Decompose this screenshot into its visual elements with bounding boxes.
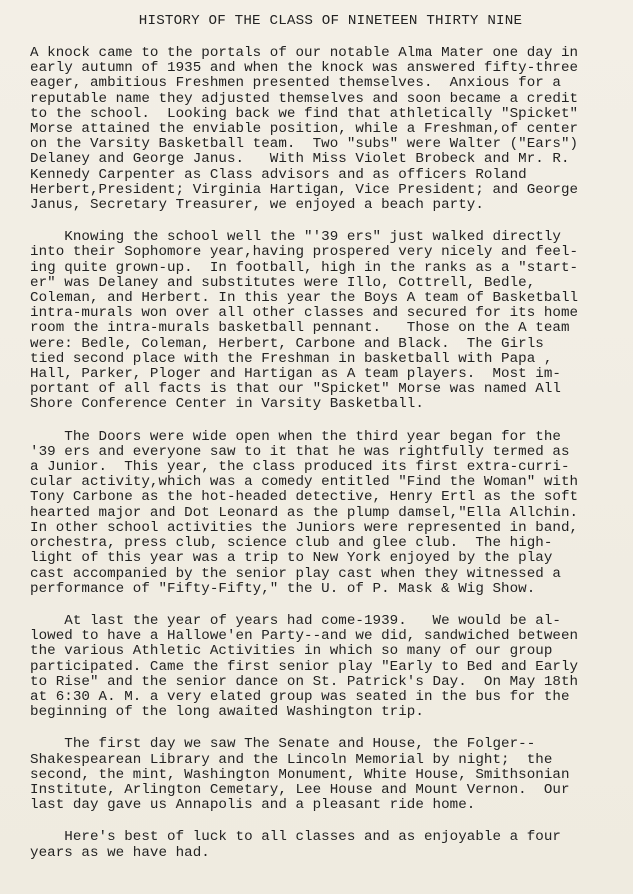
text-line: last day gave us Annapolis and a pleasant ride home. [30,797,476,814]
text-line: on the Varsity Basketball team. Two "subs" were Walter ("Ears") [30,136,579,153]
paragraph-gap [30,213,617,230]
text-line: performance of "Fifty-Fifty," the U. of P. Mask & Wig Show. [30,580,536,597]
text-line: into their Sophomore year,having prospered very nicely and feel- [30,244,579,261]
text-line: '39 ers and everyone saw to it that he was rightfully termed as [30,443,570,460]
text-line: reputable name they adjusted themselves and soon became a credit [30,90,579,107]
text-line: Hall, Parker, Ploger and Hartigan as A team players. Most im- [30,366,561,383]
paragraph-gap [30,720,617,737]
paragraph-gap [30,597,617,614]
text-line: The Doors were wide open when the third year began for the [30,428,561,445]
text-line: at 6:30 A. M. a very elated group was seated in the bus for the [30,688,570,705]
text-line: Tony Carbone as the hot-headed detective, Henry Ertl as the soft [30,489,579,506]
text-line: to the school. Looking back we find that athletically "Spicket" [30,105,579,122]
text-line: Knowing the school well the "'39 ers" just walked directly [30,229,561,246]
text-line: Coleman, and Herbert. In this year the Boys A team of Basketball [30,290,579,307]
text-line: the various Athletic Activities in which so many of our group [30,643,553,660]
text-line: lowed to have a Hallowe'en Party--and we did, sandwiched between [30,628,579,645]
text-line: room the intra-murals basketball pennant. Those on the A team [30,320,570,337]
text-line: were: Bedle, Coleman, Herbert, Carbone and Black. The Girls [30,335,544,352]
paragraph [30,830,617,860]
text-line: cular activity,which was a comedy entitled "Find the Woman" with [30,474,579,491]
text-line: second, the mint, Washington Monument, White House, Smithsonian [30,766,570,783]
text-line: light of this year was a trip to New York enjoyed by the play [30,550,553,567]
text-line: years as we have had. [30,844,210,861]
text-line: er" was Delaney and substitutes were Illo, Cottrell, Bedle, [30,274,536,291]
text-line: A knock came to the portals of our notable Alma Mater one day in [30,45,579,61]
paragraph [30,737,617,813]
text-line: Shore Conference Center in Varsity Basketball. [30,396,424,413]
text-line: Shakespearean Library and the Lincoln Memorial by night; the [30,751,553,768]
paragraph [30,230,617,412]
text-line: beginning of the long awaited Washington trip. [30,704,424,721]
text-line: early autumn of 1935 and when the knock was answered fifty-three [30,60,579,77]
text-line: The first day we saw The Senate and House, the Folger-- [30,736,536,753]
text-line: Kennedy Carpenter as Class advisors and as officers Roland [30,166,527,183]
text-line: hearted major and Dot Leonard as the plump damsel,"Ella Allchin. [30,504,579,521]
text-line: orchestra, press club, science club and glee club. The high- [30,535,553,552]
paragraph [30,614,617,720]
text-line: eager, ambitious Freshmen presented themselves. Anxious for a [30,75,561,92]
text-line: Janus, Secretary Treasurer, we enjoyed a beach party. [30,197,484,214]
text-line: tied second place with the Freshman in basketball with Papa , [30,350,553,367]
text-line: a Junior. This year, the class produced its first extra-curri- [30,459,570,476]
page-title: HISTORY OF THE CLASS OF NINETEEN THIRTY NINE [138,13,523,29]
text-line: ing quite grown-up. In football, high in the ranks as a "start- [30,259,579,276]
text-line: intra-murals won over all other classes and secured for its home [30,305,579,322]
paragraph-gap [30,813,617,830]
paragraph-gap [30,413,617,430]
text-line: Here's best of luck to all classes and as enjoyable a four [30,829,561,846]
text-line: to Rise" and the senior dance on St. Patrick's Day. On May 18th [30,673,579,690]
text-line: At last the year of years had come-1939. We would be al- [30,612,561,629]
paragraph [30,430,617,597]
text-line: In other school activities the Juniors were represented in band, [30,519,579,536]
paragraph [30,46,617,213]
text-line: Herbert,President; Virginia Hartigan, Vice President; and George [30,181,579,198]
document-body [30,46,617,861]
text-line: Institute, Arlington Cemetary, Lee House and Mount Vernon. Our [30,781,570,798]
text-line: cast accompanied by the senior play cast when they witnessed a [30,565,561,582]
text-line: Delaney and George Janus. With Miss Violet Brobeck and Mr. R. [30,151,570,168]
text-line: portant of all facts is that our "Spicket" Morse was named All [30,381,561,398]
text-line: participated. Came the first senior play "Early to Bed and Early [30,658,579,675]
text-line: Morse attained the enviable position, while a Freshman,of center [30,121,579,138]
